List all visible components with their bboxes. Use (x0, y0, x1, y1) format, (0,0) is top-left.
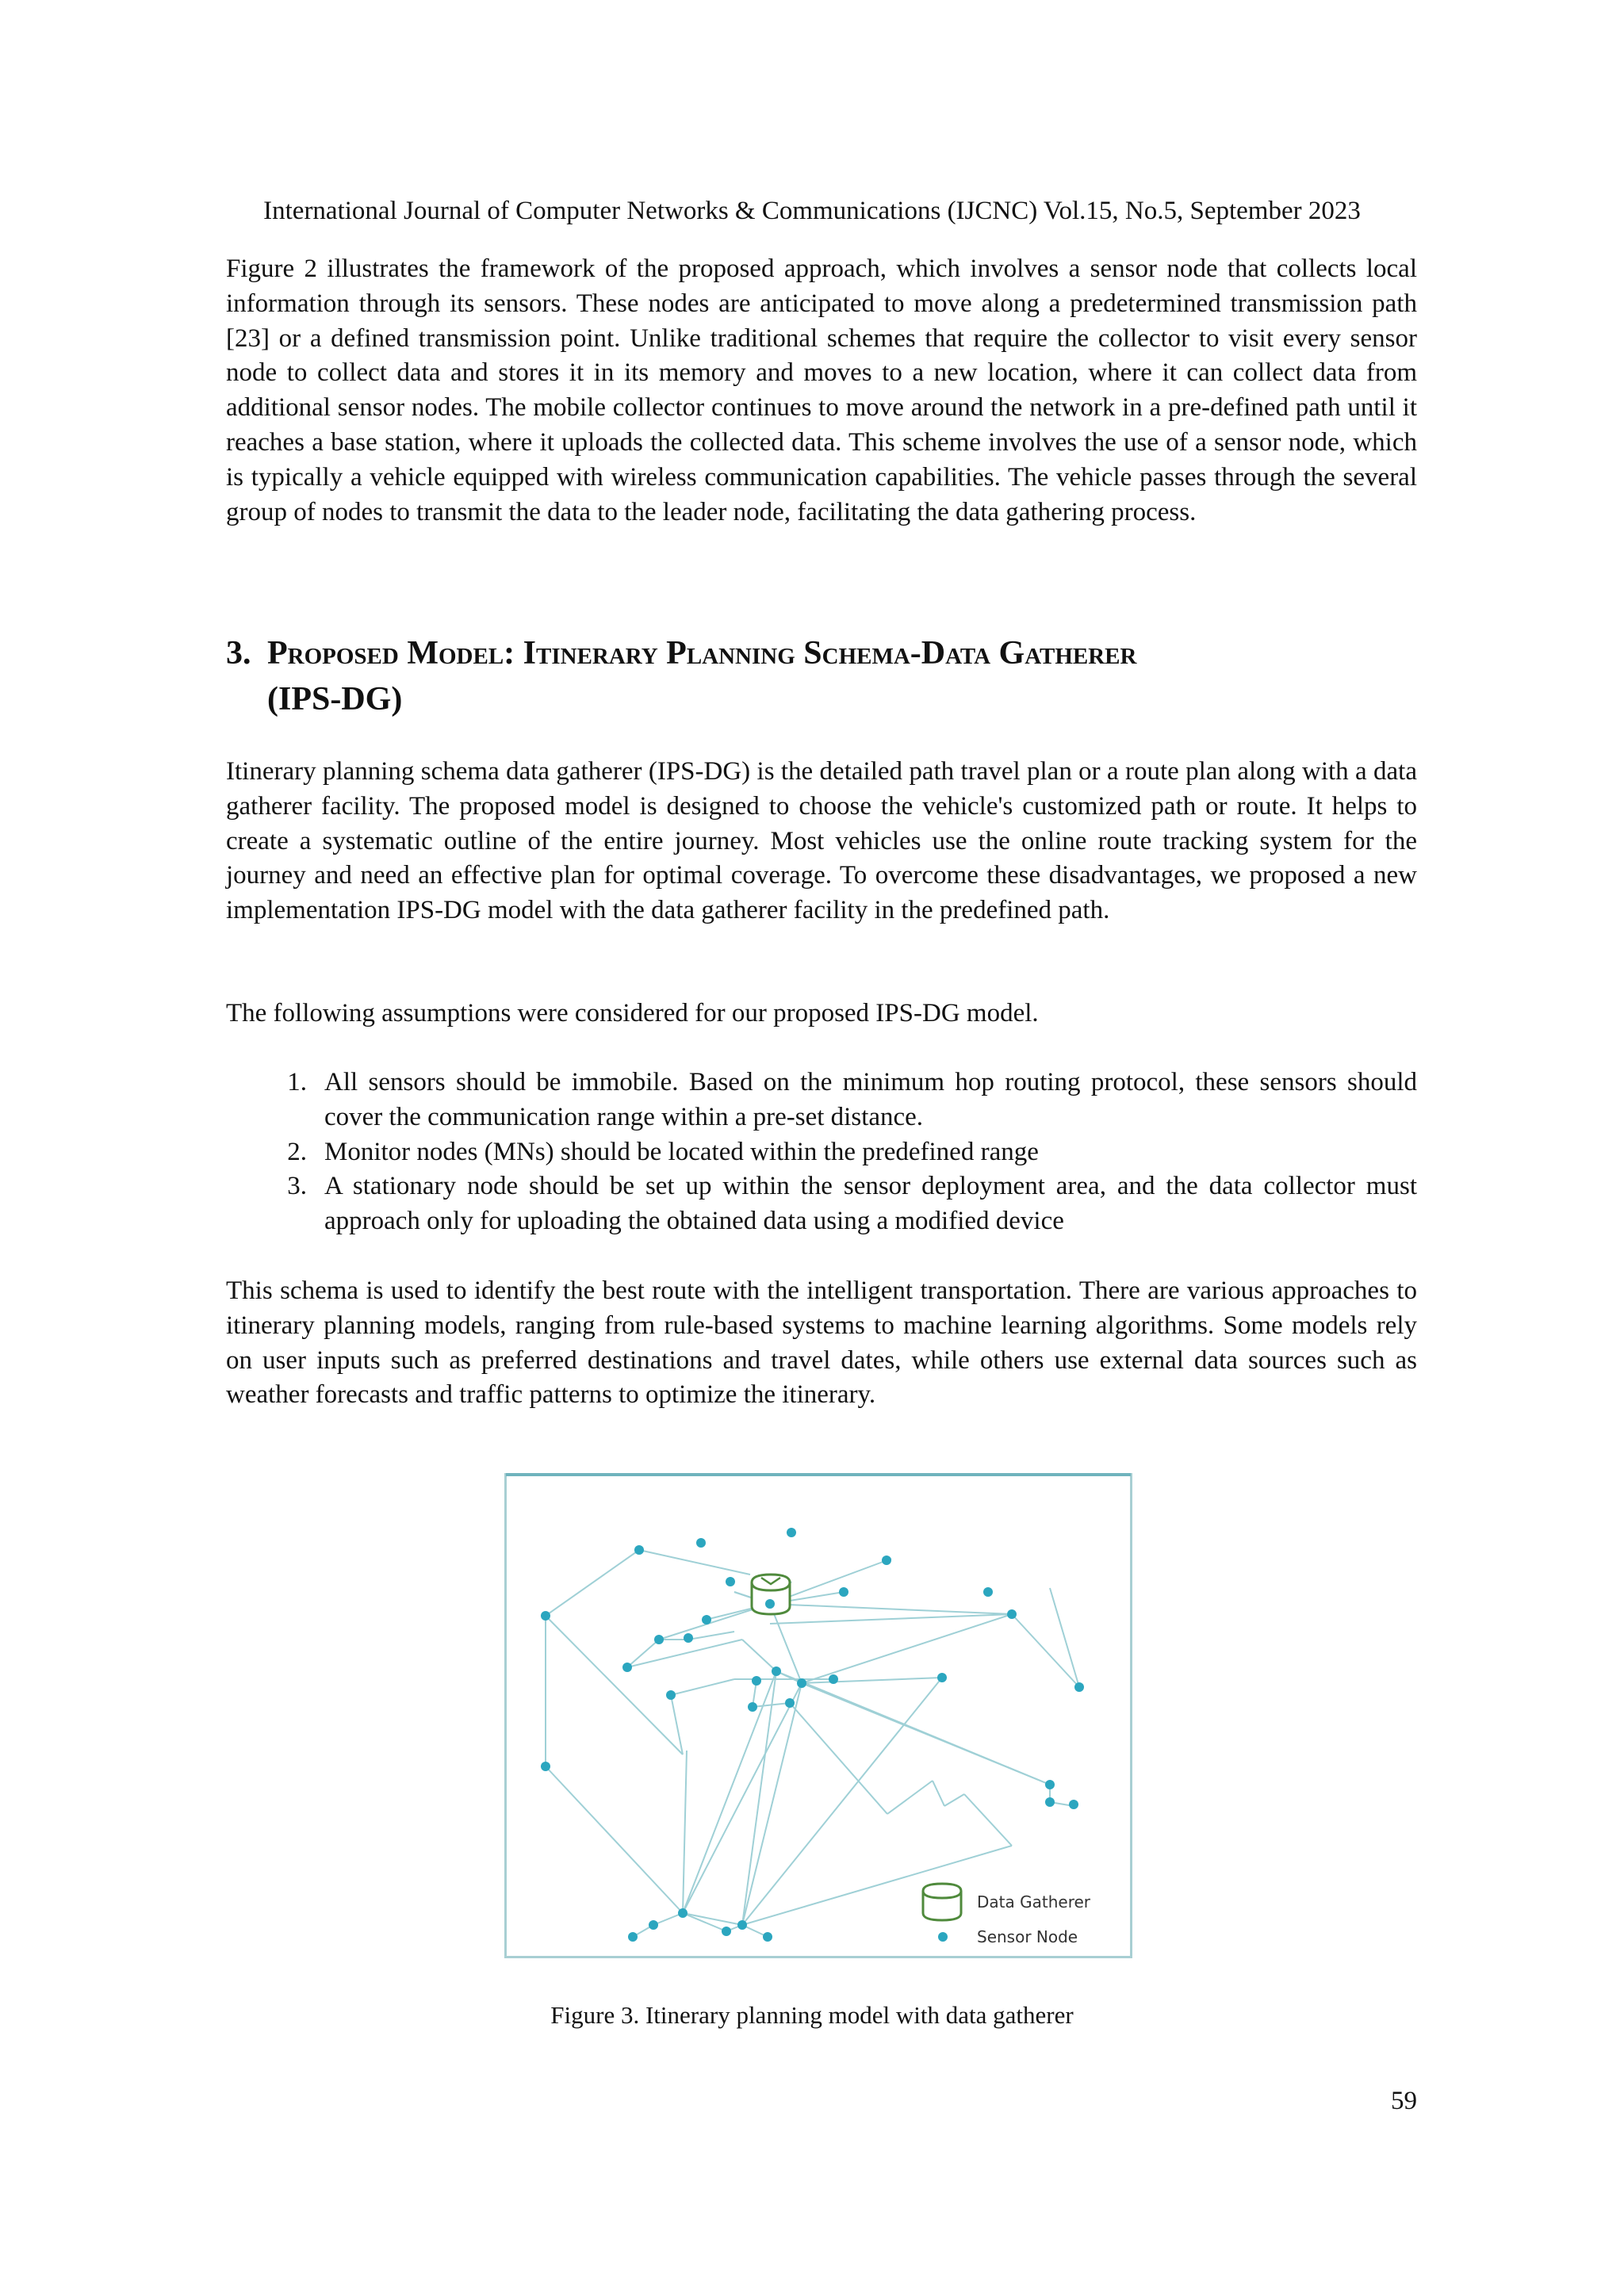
sensor-node (722, 1927, 731, 1936)
sensor-node (634, 1545, 644, 1555)
sensor-node (649, 1920, 658, 1930)
sensor-node (678, 1908, 688, 1918)
list-item (226, 1135, 1417, 1170)
sensor-node (882, 1556, 891, 1565)
legend-sensor-node-label: Sensor Node (977, 1927, 1078, 1946)
sensor-node (1045, 1797, 1055, 1807)
sensor-node (937, 1673, 947, 1682)
paragraph-schema-approaches: This schema is used to identify the best route with the intelligent transportation. There are various approaches to itinerary planning models, ranging from rule-based systems to machine learning algorithms. Some models rely on user inputs such as preferred destinations and travel dates, while others use external data sources such as weather forecasts and traffic patterns to optimize the itinerary. (226, 1276, 1417, 1410)
list-text: Monitor nodes (MNs) should be located within the predefined range (324, 1137, 1039, 1166)
sensor-node (541, 1762, 550, 1771)
sensor-node (752, 1676, 761, 1686)
paragraph-assumptions-intro: The following assumptions were considered for our proposed IPS-DG model. (226, 999, 1039, 1027)
section-title-line2: (IPS-DG) (267, 681, 403, 718)
data-gatherer-legend-icon (923, 1884, 961, 1920)
sensor-node (628, 1932, 638, 1942)
sensor-node (787, 1528, 796, 1537)
section-number: 3. (226, 635, 251, 672)
legend-data-gatherer-label: Data Gatherer (977, 1892, 1090, 1911)
list-number: 2. (287, 1137, 307, 1166)
figure-caption: Figure 3. Itinerary planning model with data gatherer (550, 2001, 1074, 2029)
list-number: 3. (287, 1172, 307, 1201)
sensor-node (829, 1674, 838, 1684)
sensor-node (1074, 1682, 1084, 1692)
list-item (226, 1066, 1417, 1135)
sensor-node (1045, 1780, 1055, 1789)
sensor-node (654, 1635, 664, 1644)
sensor-node (1007, 1609, 1017, 1619)
page-number: 59 (1391, 2087, 1417, 2115)
sensor-node (797, 1678, 806, 1688)
gatherer-node (765, 1599, 775, 1609)
sensor-node (737, 1920, 747, 1930)
sensor-node (785, 1698, 795, 1708)
list-text: A stationary node should be set up within the sensor deployment area, and the data collector must approach only for uploading the obtained data using a modified device (324, 1172, 1417, 1236)
sensor-node (1069, 1800, 1078, 1809)
running-header: International Journal of Computer Networks & Communications (IJCNC) Vol.15, No.5, September 2023 (263, 197, 1361, 225)
sensor-node (541, 1611, 550, 1621)
paragraph-ipsdg-definition: Itinerary planning schema data gatherer (IPS-DG) is the detailed path travel plan or a route plan along with a data gatherer facility. The proposed model is designed to choose the vehicle's customized path or route. It helps to create a systematic outline of the entire journey. Most vehicles use the online route tracking system for the journey and need an effective plan for optimal coverage. To overcome these disadvantages, we proposed a new implementation IPS-DG model with the data gatherer facility in the predefined path. (226, 757, 1417, 925)
sensor-node (983, 1587, 993, 1597)
sensor-node (772, 1667, 781, 1676)
sensor-node (696, 1538, 706, 1548)
sensor-node (622, 1663, 632, 1672)
list-number: 1. (287, 1068, 307, 1096)
sensor-node (726, 1577, 735, 1586)
sensor-node (839, 1587, 848, 1597)
legend-sensor-dot (938, 1932, 948, 1942)
sensor-node (748, 1702, 757, 1712)
figure-border (506, 1475, 1132, 1957)
sensor-node (666, 1690, 676, 1700)
list-text: All sensors should be immobile. Based on the minimum hop routing protocol, these sensors should cover the communication range within a pre-set distance. (324, 1068, 1417, 1131)
intro-paragraph: Figure 2 illustrates the framework of the proposed approach, which involves a sensor node that collects local information through its sensors. These nodes are anticipated to move along a predetermined transmission path [23] or a defined transmission point. Unlike traditional schemes that require the collector to visit every sensor node to collect data and stores it in its memory and moves to a new location, where it can collect data from additional sensor nodes. The mobile collector continues to move around the network in a pre-defined path until it reaches a base station, where it uploads the collected data. This scheme involves the use of a sensor node, which is typically a vehicle equipped with wireless communication capabilities. The vehicle passes through the several group of nodes to transmit the data to the leader node, facilitating the data gathering process. (226, 254, 1417, 526)
list-item (226, 1169, 1417, 1239)
sensor-node (684, 1633, 693, 1643)
section-title-line1: Proposed Model: Itinerary Planning Schema-Data Gatherer (267, 635, 1137, 672)
sensor-node (702, 1615, 711, 1624)
section-heading (226, 630, 1417, 722)
itinerary-planning-diagram (504, 1473, 1132, 1958)
sensor-node (763, 1932, 772, 1942)
assumptions-list (226, 1066, 1417, 1239)
